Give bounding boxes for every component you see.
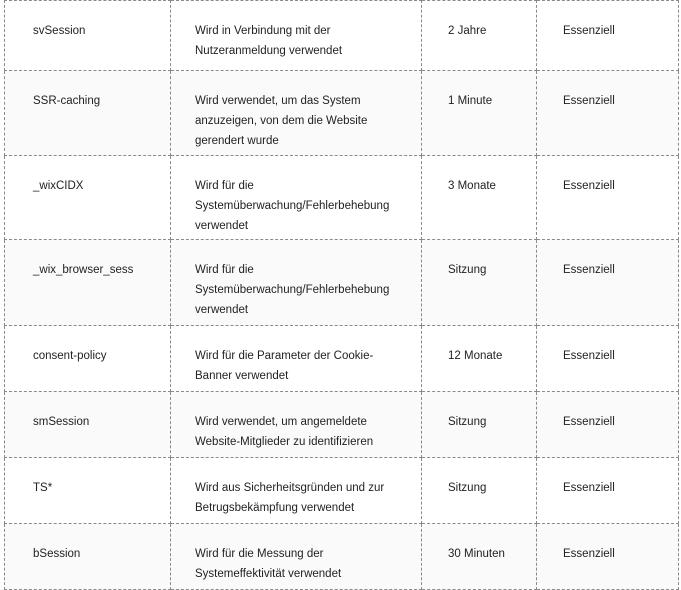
table-row <box>5 71 679 156</box>
cookie-duration-cell <box>422 71 537 156</box>
cookie-duration-cell <box>422 240 537 326</box>
cookie-purpose-cell <box>171 326 422 392</box>
cookie-purpose-cell <box>171 156 422 240</box>
cookie-name-cell <box>5 326 171 392</box>
table-row <box>5 392 679 458</box>
cookie-category: Essenziell <box>563 416 615 428</box>
table-row <box>5 156 679 240</box>
cookie-purpose-cell <box>171 458 422 524</box>
cookie-name: consent-policy <box>33 350 107 362</box>
cookie-duration-cell <box>422 156 537 240</box>
cookie-name-cell <box>5 524 171 590</box>
cookie-duration: 30 Minuten <box>448 548 505 560</box>
cookie-duration-cell <box>422 524 537 590</box>
cookie-duration: 12 Monate <box>448 350 503 362</box>
cookie-category: Essenziell <box>563 25 615 37</box>
cookie-duration-cell <box>422 1 537 71</box>
cookie-name-cell <box>5 240 171 326</box>
cookie-category: Essenziell <box>563 482 615 494</box>
cookie-duration: 3 Monate <box>448 180 496 192</box>
cookie-name: _wix_browser_sess <box>33 264 134 276</box>
cookie-name: _wixCIDX <box>33 180 84 192</box>
cookie-purpose: Wird verwendet, um das System anzuzeigen, von dem die Website gerendert wurde <box>195 95 368 147</box>
cookie-category-cell <box>537 458 679 524</box>
cookie-name-cell <box>5 156 171 240</box>
cookie-duration: Sitzung <box>448 264 487 276</box>
cookie-name: bSession <box>33 548 81 560</box>
cookie-category-cell <box>537 71 679 156</box>
cookie-category: Essenziell <box>563 264 615 276</box>
cookie-category-cell <box>537 240 679 326</box>
cookie-purpose: Wird für die Parameter der Cookie-Banner verwendet <box>195 350 374 382</box>
table-row <box>5 458 679 524</box>
cookie-name: smSession <box>33 416 90 428</box>
table-row <box>5 326 679 392</box>
cookie-purpose-cell <box>171 1 422 71</box>
cookie-duration-cell <box>422 392 537 458</box>
table-row <box>5 240 679 326</box>
cookie-purpose: Wird für die Messung der Systemeffektivität verwendet <box>195 548 342 580</box>
cookie-category-cell <box>537 1 679 71</box>
table-row <box>5 1 679 71</box>
cookie-category-cell <box>537 524 679 590</box>
cookie-category-cell <box>537 392 679 458</box>
cookie-purpose: Wird in Verbindung mit der Nutzeranmeldung verwendet <box>195 25 343 57</box>
cookie-category: Essenziell <box>563 548 615 560</box>
cookie-purpose: Wird für die Systemüberwachung/Fehlerbehebung verwendet <box>195 264 390 316</box>
cookie-purpose-cell <box>171 240 422 326</box>
cookie-purpose-cell <box>171 392 422 458</box>
cookie-category: Essenziell <box>563 180 615 192</box>
cookie-category-cell <box>537 156 679 240</box>
cookie-purpose-cell <box>171 71 422 156</box>
cookie-purpose: Wird aus Sicherheitsgründen und zur Betrugsbekämpfung verwendet <box>195 482 385 514</box>
cookie-category: Essenziell <box>563 350 615 362</box>
cookie-duration-cell <box>422 458 537 524</box>
cookie-name-cell <box>5 392 171 458</box>
cookie-duration: Sitzung <box>448 482 487 494</box>
cookie-category-cell <box>537 326 679 392</box>
cookie-name-cell <box>5 458 171 524</box>
cookie-name: SSR-caching <box>33 95 101 107</box>
cookie-purpose: Wird verwendet, um angemeldete Website-Mitglieder zu identifizieren <box>195 416 374 448</box>
cookie-name: TS* <box>33 482 53 494</box>
cookie-category: Essenziell <box>563 95 615 107</box>
cookie-duration-cell <box>422 326 537 392</box>
cookie-purpose-cell <box>171 524 422 590</box>
table-row <box>5 524 679 590</box>
cookie-duration: Sitzung <box>448 416 487 428</box>
cookie-name-cell <box>5 1 171 71</box>
cookie-table <box>4 0 679 590</box>
cookie-name: svSession <box>33 25 86 37</box>
cookie-duration: 2 Jahre <box>448 25 487 37</box>
cookie-name-cell <box>5 71 171 156</box>
cookie-duration: 1 Minute <box>448 95 493 107</box>
cookie-purpose: Wird für die Systemüberwachung/Fehlerbehebung verwendet <box>195 180 390 232</box>
